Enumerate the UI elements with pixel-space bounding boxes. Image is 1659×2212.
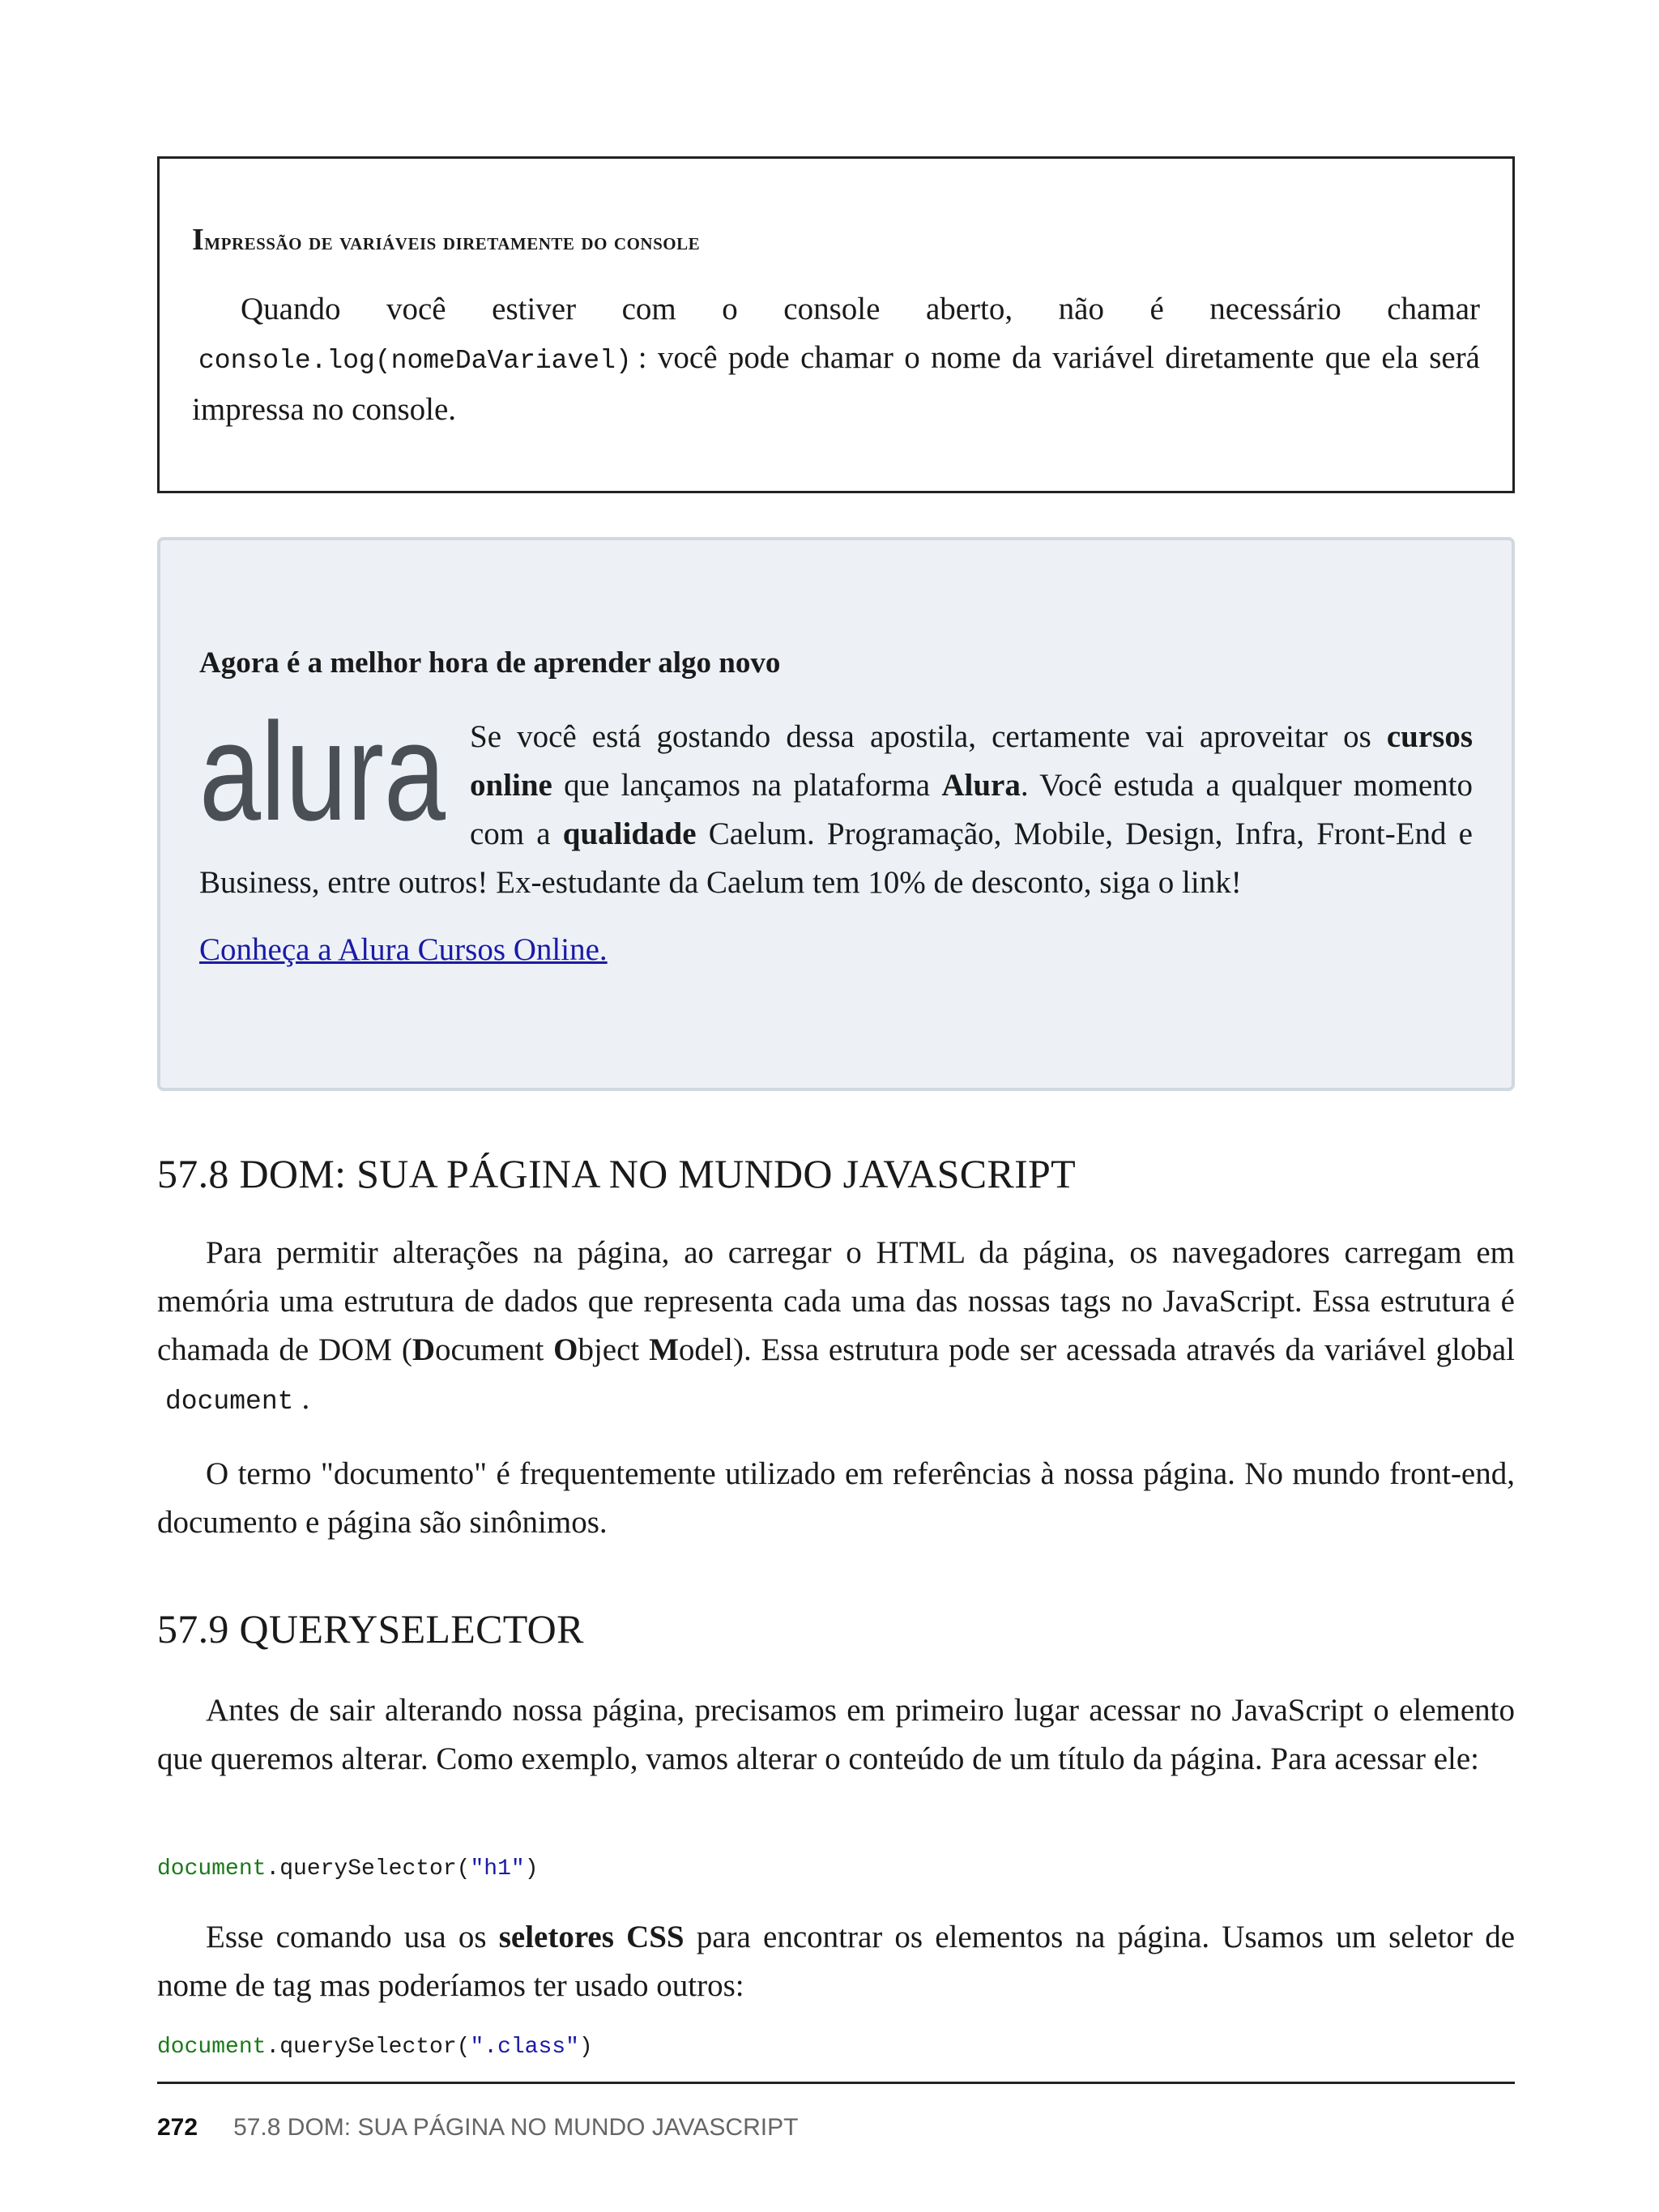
running-title: 57.8 DOM: SUA PÁGINA NO MUNDO JAVASCRIPT	[233, 2114, 799, 2141]
dom-text-b: ocument	[435, 1332, 554, 1367]
dom-text-e: .	[301, 1381, 310, 1416]
alura-logo-text: alura	[199, 713, 446, 834]
dom-bold-d: D	[412, 1332, 435, 1367]
code2-method: .querySelector(	[266, 2035, 471, 2060]
alura-text-3: . Você estuda a qualquer momento com a	[470, 768, 1473, 851]
alura-bold-cursos: cursos online	[470, 719, 1473, 803]
dom-paragraph-1	[157, 1229, 1515, 1426]
alura-text-1: Se você está gostando dessa apostila, certamente vai aproveitar os	[470, 719, 1387, 754]
tip-code: console.log(nomeDaVariavel)	[198, 346, 632, 376]
alura-courses-link[interactable]: Conheça a Alura Cursos Online.	[199, 932, 608, 967]
code1-method: .querySelector(	[266, 1856, 471, 1882]
alura-text-2: que lançamos na plataforma	[552, 768, 942, 803]
page-number: 272	[157, 2114, 198, 2141]
dom-paragraph-2: O termo "documento" é frequentemente utilizado em referências à nossa página. No mundo front-end, documento e página são sinônimos.	[157, 1456, 1515, 1540]
qs-bold-seletores: seletores CSS	[498, 1920, 684, 1954]
alura-bold-qualidade: qualidade	[562, 816, 697, 851]
code-line-class	[157, 2035, 593, 2060]
footer-divider	[157, 2082, 1515, 2084]
qs-paragraph-2	[157, 1913, 1515, 2010]
tip-text-before: Quando você estiver com o console aberto, não é necessário chamar	[241, 292, 1480, 326]
alura-box	[157, 537, 1515, 1091]
code2-close: )	[578, 2035, 593, 2060]
page-footer	[157, 2114, 798, 2142]
tip-text-after: : você pode chamar o nome da variável diretamente que ela será impressa no console.	[192, 340, 1480, 427]
code1-object: document	[157, 1856, 267, 1882]
code1-close: )	[524, 1856, 539, 1882]
qs-paragraph-1: Antes de sair alterando nossa página, precisamos em primeiro lugar acessar no JavaScript o elemento que queremos alterar. Como exemplo, vamos alterar o conteúdo de um título da página. Para acessar ele:	[157, 1693, 1515, 1776]
tip-paragraph	[192, 285, 1480, 434]
alura-bold-alura: Alura	[941, 768, 1021, 803]
dom-text-d: odel). Essa estrutura pode ser acessada através da variável global	[678, 1332, 1515, 1367]
code2-object: document	[157, 2035, 267, 2060]
alura-logo	[199, 713, 446, 834]
dom-bold-o: O	[553, 1332, 578, 1367]
tip-title-initial: I	[192, 223, 205, 257]
qs-text-c: para encontrar os elementos na página. Usamos um seletor de nome de tag mas poderíamos ter usado outros:	[157, 1920, 1515, 2003]
alura-text-4: Caelum. Programação, Mobile, Design, Infra, Front-End e Business, entre outros! Ex-estudante da Caelum tem 10% de desconto, siga o link!	[199, 816, 1473, 900]
tip-title	[192, 222, 1480, 258]
tip-box	[157, 156, 1515, 493]
tip-title-rest: mpressão de variáveis diretamente do console	[204, 228, 701, 255]
code-line-h1	[157, 1856, 539, 1882]
section-title-queryselector: 57.9 QUERYSELECTOR	[157, 1606, 584, 1652]
qs-text-a: Esse comando usa os	[206, 1920, 499, 1954]
code1-string: "h1"	[470, 1856, 525, 1882]
alura-heading: Agora é a melhor hora de aprender algo novo	[199, 646, 781, 680]
section-title-dom: 57.8 DOM: SUA PÁGINA NO MUNDO JAVASCRIPT	[157, 1151, 1076, 1196]
dom-text-c: bject	[578, 1332, 650, 1367]
dom-bold-m: M	[649, 1332, 679, 1367]
code2-string: ".class"	[470, 2035, 579, 2060]
dom-text-a: Para permitir alterações na página, ao carregar o HTML da página, os navegadores carregam em memória uma estrutura de dados que representa cada uma das nossas tags no JavaScript. Essa estrutura é chamada de DOM (	[157, 1235, 1515, 1367]
dom-code-document: document	[165, 1387, 294, 1417]
